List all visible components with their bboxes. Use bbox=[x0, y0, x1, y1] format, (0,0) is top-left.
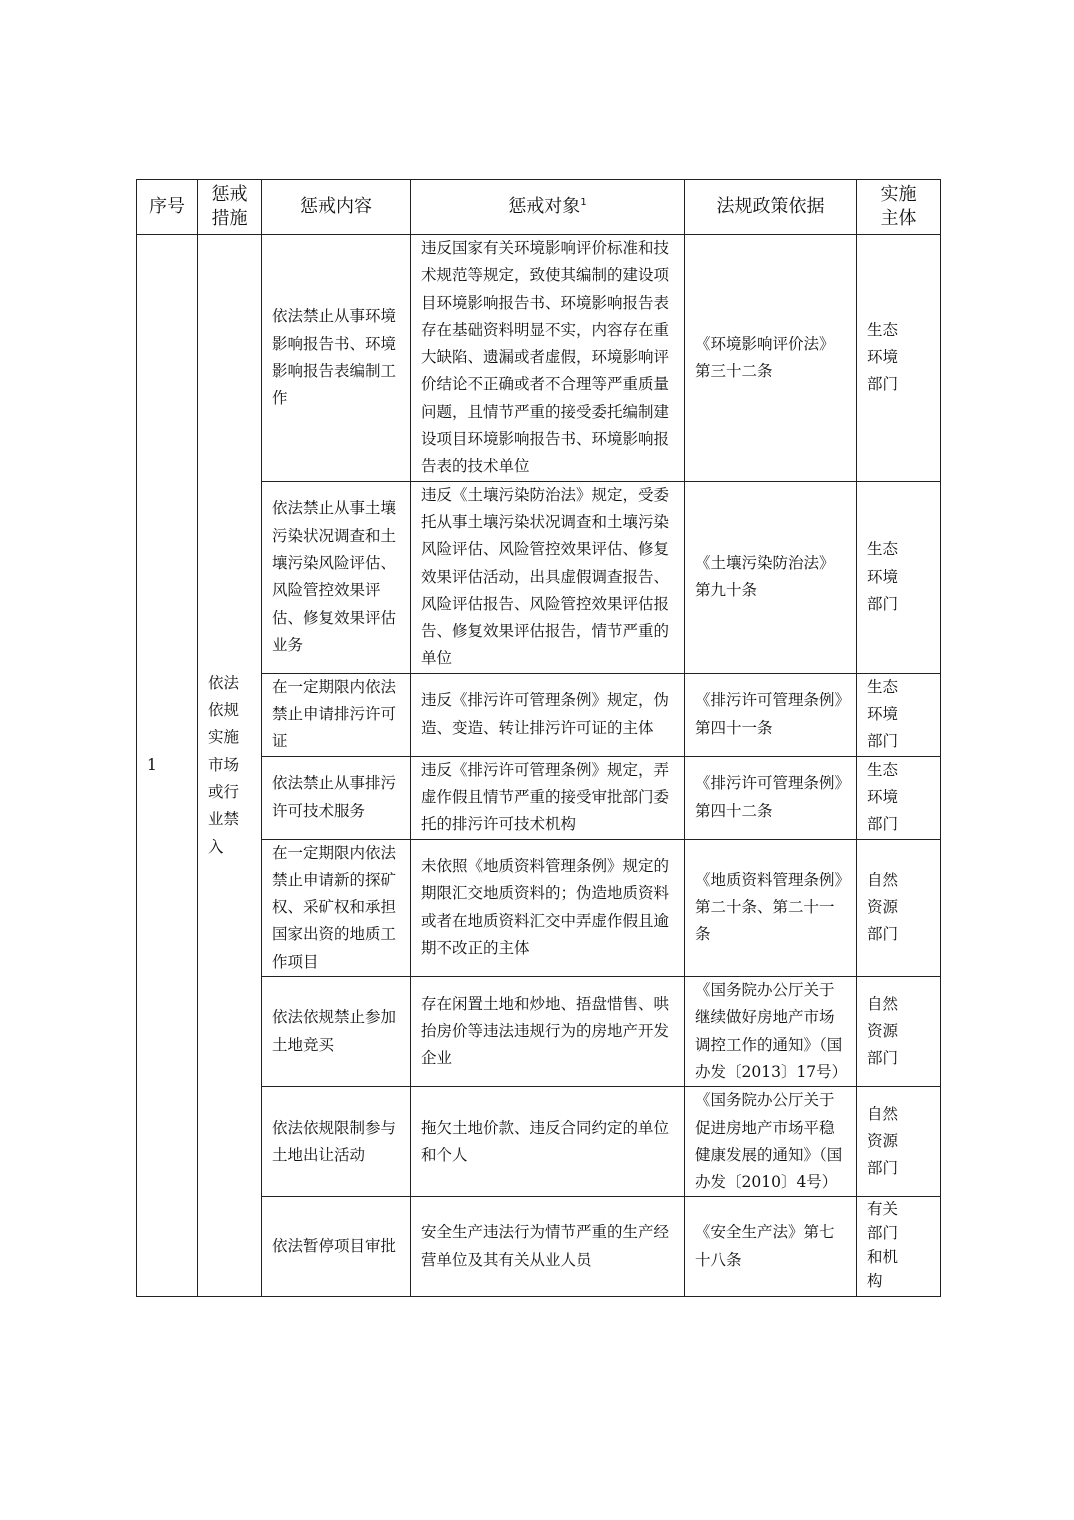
row-basis: 《地质资料管理条例》第二十条、第二十一条 bbox=[685, 839, 857, 976]
row-agency: 生态环境部门 bbox=[857, 235, 941, 482]
header-content: 惩戒内容 bbox=[262, 180, 411, 235]
row-target: 未依照《地质资料管理条例》规定的期限汇交地质资料的；伪造地质资料或者在地质资料汇交中弄虚作假且逾期不改正的主体 bbox=[411, 839, 685, 976]
row-content: 依法依规限制参与土地出让活动 bbox=[262, 1087, 411, 1197]
row-agency: 有关部门和机构 bbox=[857, 1197, 941, 1296]
row-basis: 《土壤污染防治法》第九十条 bbox=[685, 481, 857, 673]
row-target: 违反《排污许可管理条例》规定，伪造、变造、转让排污许可证的主体 bbox=[411, 673, 685, 756]
row-basis: 《排污许可管理条例》第四十二条 bbox=[685, 756, 857, 839]
row-target: 违反国家有关环境影响评价标准和技术规范等规定，致使其编制的建设项目环境影响报告书、环境影响报告表存在基础资料明显不实，内容存在重大缺陷、遗漏或者虚假，环境影响评价结论不正确或者不合理等严重质量问题，且情节严重的接受委托编制建设项目环境影响报告书、环境影响报告表的技术单位 bbox=[411, 235, 685, 482]
header-target: 惩戒对象$^1$ bbox=[411, 180, 685, 235]
row-agency: 生态环境部门 bbox=[857, 481, 941, 673]
row-agency: 生态环境部门 bbox=[857, 673, 941, 756]
row-agency: 生态环境部门 bbox=[857, 756, 941, 839]
header-measure: 惩戒 措施 bbox=[198, 180, 262, 235]
row-content: 依法禁止从事环境影响报告书、环境影响报告表编制工作 bbox=[262, 235, 411, 482]
row-agency: 自然资源部门 bbox=[857, 1087, 941, 1197]
row-basis: 《环境影响评价法》第三十二条 bbox=[685, 235, 857, 482]
row-agency: 自然资源部门 bbox=[857, 839, 941, 976]
row-content: 依法禁止从事土壤污染状况调查和土壤污染风险评估、风险管控效果评估、修复效果评估业务 bbox=[262, 481, 411, 673]
row-content: 依法依规禁止参加土地竞买 bbox=[262, 977, 411, 1087]
punishment-measures-table bbox=[136, 179, 941, 1297]
footnote-marker: 1 bbox=[580, 197, 587, 208]
row-target: 存在闲置土地和炒地、捂盘惜售、哄抬房价等违法违规行为的房地产开发企业 bbox=[411, 977, 685, 1087]
header-num: 序号 bbox=[137, 180, 198, 235]
row-basis: 《排污许可管理条例》第四十一条 bbox=[685, 673, 857, 756]
row-target: 违反《排污许可管理条例》规定，弄虚作假且情节严重的接受审批部门委托的排污许可技术机构 bbox=[411, 756, 685, 839]
row-content: 依法暂停项目审批 bbox=[262, 1197, 411, 1296]
table-row bbox=[137, 235, 941, 482]
row-target: 安全生产违法行为情节严重的生产经营单位及其有关从业人员 bbox=[411, 1197, 685, 1296]
row-basis: 《国务院办公厅关于促进房地产市场平稳健康发展的通知》（国办发〔2010〕4号） bbox=[685, 1087, 857, 1197]
row-content: 在一定期限内依法禁止申请新的探矿权、采矿权和承担国家出资的地质工作项目 bbox=[262, 839, 411, 976]
row-basis: 《安全生产法》第七十八条 bbox=[685, 1197, 857, 1296]
group-measure: 依法 依规 实施 市场 或行 业禁 入 bbox=[198, 235, 262, 1297]
row-content: 依法禁止从事排污许可技术服务 bbox=[262, 756, 411, 839]
group-number: 1 bbox=[137, 235, 198, 1297]
row-target: 拖欠土地价款、违反合同约定的单位和个人 bbox=[411, 1087, 685, 1197]
header-row bbox=[137, 180, 941, 235]
header-agency: 实施 主体 bbox=[857, 180, 941, 235]
row-agency: 自然资源部门 bbox=[857, 977, 941, 1087]
row-content: 在一定期限内依法禁止申请排污许可证 bbox=[262, 673, 411, 756]
header-basis: 法规政策依据 bbox=[685, 180, 857, 235]
row-target: 违反《土壤污染防治法》规定，受委托从事土壤污染状况调查和土壤污染风险评估、风险管控效果评估、修复效果评估活动，出具虚假调查报告、风险评估报告、风险管控效果评估报告、修复效果评估报告，情节严重的单位 bbox=[411, 481, 685, 673]
row-basis: 《国务院办公厅关于继续做好房地产市场调控工作的通知》（国办发〔2013〕17号） bbox=[685, 977, 857, 1087]
